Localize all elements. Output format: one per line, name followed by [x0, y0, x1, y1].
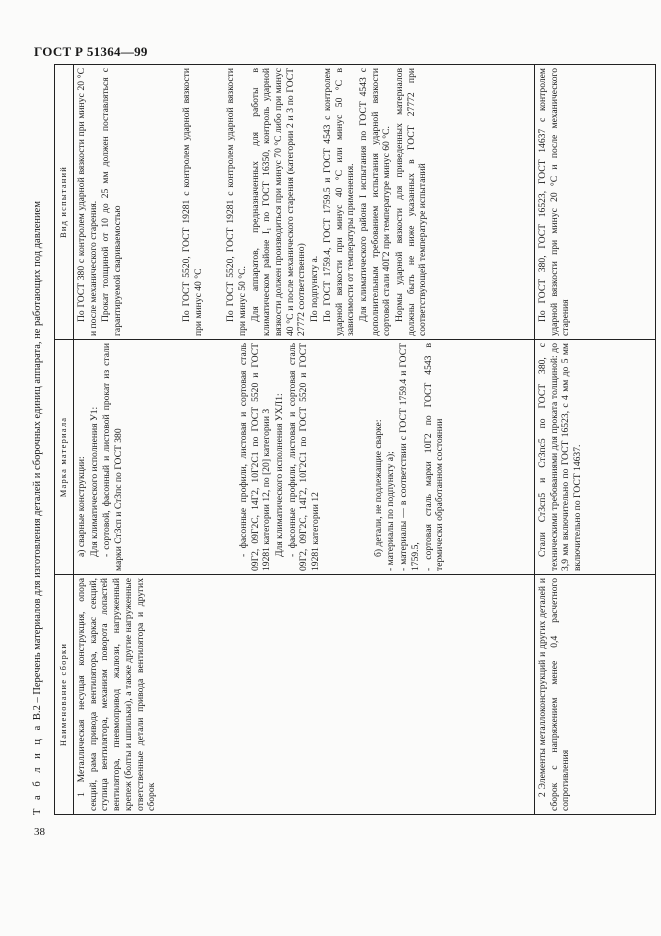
- table-row: [74, 65, 535, 815]
- header-material-grade: Марка материала: [55, 340, 74, 575]
- test-line: По ГОСТ 5520, ГОСТ 19281 с контролем ударной вязкости при минус 40 °С: [180, 68, 204, 336]
- test-line: Для аппаратов, предназначенных для работы в климатическом районе I₁ по ГОСТ 16350, контроль ударной вязкости должен производиться при минус 70 °С либо при минус 40 °С и после механического старения (категории 2 и 3 по ГОСТ 27772 соответственно): [249, 68, 308, 336]
- test-line: По подпункту а.: [309, 255, 321, 322]
- row2-material: Стали Ст3сп5 и Ст3пс5 по ГОСТ 380, с техническими требованиями для проката толщиной: до 3,9 мм включительно по ГОСТ 16523, с 4 мм до 5 мм включительно по ГОСТ 14637.: [537, 343, 584, 571]
- material-line: - сортовой, фасонный и листовой прокат из стали марки Ст3сп и Ст3пс по ГОСТ 380: [101, 343, 125, 571]
- row2-tests: По ГОСТ 380, ГОСТ 16523, ГОСТ 14637 с контролем ударной вязкости при минус 20 °С и после механического старения: [537, 68, 572, 336]
- caption-text: В.2 – Перечень материалов для изготовления деталей и сборочных единиц аппарата, не работающих под давлением: [32, 201, 43, 721]
- material-line: - фасонные профили, листовая и сортовая сталь 09Г2, 09Г2С, 14Г2, 10Г2С1 по ГОСТ 5520 и ГОСТ 19281 категории 12, по [20] категории 3: [237, 343, 273, 571]
- page-number: 38: [34, 826, 45, 838]
- row2-material-cell: [535, 340, 656, 575]
- row1-tests-cell: [74, 65, 535, 340]
- row1-name: 1 Металлическая несущая конструкция, опора секций, рама привода вентилятора, каркас секций, ступица вентилятора, механизм поворота лопастей вентилятора, пневмопривод жалюзи, нагруженный крепеж (болты и шпильки), а также другие нагруженные ответственные детали привода вентилятора и других сборок: [76, 578, 158, 811]
- table-row: [535, 65, 656, 815]
- material-line: - материалы — в соответствии с ГОСТ 1759.4 и ГОСТ 1759.5,: [398, 343, 421, 571]
- material-line: - сортовая сталь марки 10Г2 по ГОСТ 4543 в термически обработанном состоянии: [422, 343, 446, 571]
- test-line: По ГОСТ 1759.4, ГОСТ 1759.5 и ГОСТ 4543 с контролем ударной вязкости при минус 40 °С или минус 50 °С в зависимости от температуры применения.: [321, 68, 357, 336]
- test-line: Нормы ударной вязкости для приведенных материалов должны быть не ниже указанных в ГОСТ 27772 при соответствующей температуре испытаний: [394, 68, 429, 336]
- document-header: ГОСТ Р 51364—99: [34, 44, 148, 59]
- test-line: По ГОСТ 380 с контролем ударной вязкости при минус 20 °С и после механического старения.: [76, 68, 99, 336]
- material-line: Для климатического исполнения У1:: [88, 406, 100, 557]
- header-test-type: Вид испытаний: [55, 65, 74, 340]
- test-line: По ГОСТ 5520, ГОСТ 19281 с контролем ударной вязкости при минус 50 °С.: [225, 68, 248, 336]
- materials-table: [54, 64, 656, 815]
- material-line: а) сварные конструкции:: [76, 456, 87, 557]
- header-assembly-name: Наименование сборки: [55, 575, 74, 815]
- row2-name: 2 Элементы металлоконструкций и других деталей и сборок с напряжением менее 0,4 расчетного сопротивления: [537, 578, 572, 811]
- test-line: Прокат толщиной от 10 до 25 мм должен поставляться с гарантируемой свариваемостью: [100, 68, 124, 336]
- row1-name-cell: [74, 575, 535, 815]
- table-header-row: [55, 65, 74, 815]
- caption-label: Т а б л и ц а: [32, 722, 43, 815]
- row1-material-cell: [74, 340, 535, 575]
- rotated-table-block: [32, 65, 657, 815]
- material-line: б) детали, не подлежащие сварке:: [372, 419, 384, 557]
- material-line: - материалы по подпункту а);: [385, 451, 397, 571]
- test-line: Для климатического района I испытания по ГОСТ 4543 с дополнительным требованием испытания ударной вязкости сортовой стали 40Г2 при температуре минус 60 °С.: [357, 68, 393, 336]
- row2-name-cell: [535, 575, 656, 815]
- table-caption: [32, 65, 50, 815]
- material-line: - фасонные профили, листовая и сортовая сталь 09Г2, 09Г2С, 14Г2, 10Г2С1 по ГОСТ 5520 и ГОСТ 19281 категории 12: [286, 343, 322, 571]
- row2-tests-cell: [535, 65, 656, 340]
- material-line: Для климатического исполнения УХЛ1:: [273, 393, 285, 557]
